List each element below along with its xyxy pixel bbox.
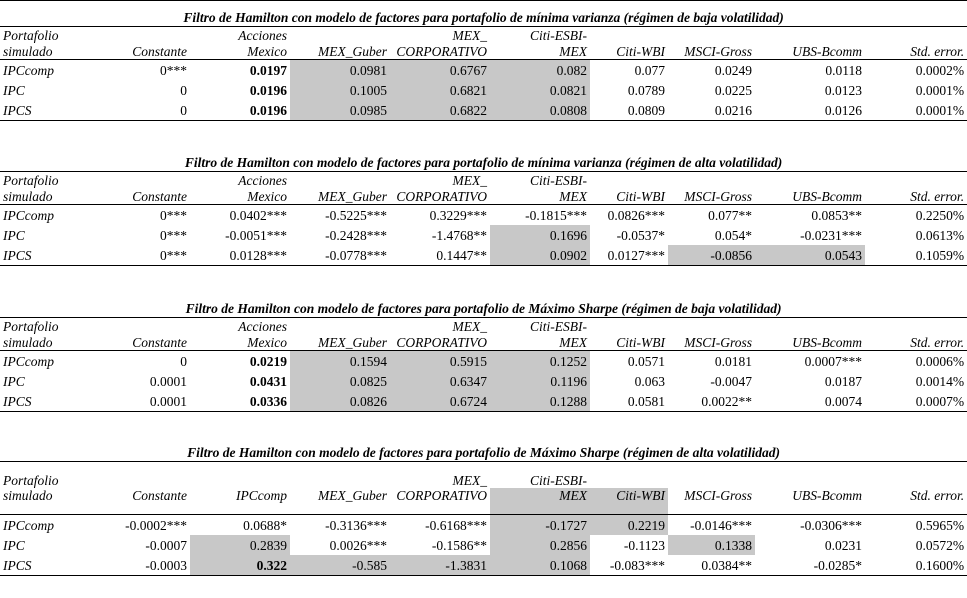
table-cell: 0.1338	[668, 535, 755, 555]
table-row	[0, 535, 967, 555]
table-cell: 0.1068	[490, 555, 590, 576]
column-header: Acciones	[238, 319, 287, 334]
table-row	[0, 351, 967, 372]
table-cell: 0.0402***	[229, 207, 287, 223]
column-header: Std. error.	[865, 334, 967, 351]
table-cell: 0.0219	[249, 353, 287, 369]
column-header	[668, 318, 755, 335]
table-cell: -0.0285*	[755, 555, 865, 576]
row-label: IPC	[3, 373, 25, 389]
table-cell: 0.0249	[714, 62, 752, 78]
table-cell: 0.0197	[249, 62, 287, 78]
column-header	[290, 27, 390, 44]
table-cell: -0.0007	[145, 537, 187, 553]
table-cell: -0.0146***	[690, 517, 752, 533]
table-cell: -0.6168***	[425, 517, 487, 533]
table-cell: 0.0985	[290, 100, 390, 121]
table-cell: 0.0225	[714, 82, 752, 98]
row-label: IPC	[3, 227, 25, 243]
table-cell: 0.0007***	[804, 353, 862, 369]
table-cell: -0.0856	[668, 245, 755, 266]
row-label: IPCS	[0, 100, 98, 121]
column-header	[668, 462, 755, 489]
table-cell: 0.0571	[627, 353, 665, 369]
column-header: CORPORATIVO	[390, 488, 490, 515]
table-cell: 0.0825	[290, 371, 390, 391]
column-header	[865, 172, 967, 189]
table-cell: 0.0014%	[915, 373, 965, 389]
column-header: Mexico	[190, 43, 290, 60]
column-header: Citi-WBI	[590, 43, 668, 60]
column-header: UBS-Bcomm	[755, 43, 865, 60]
column-header: MSCI-Gross	[668, 334, 755, 351]
column-header: MEX_Guber	[290, 488, 390, 515]
column-header: MEX_Guber	[290, 334, 390, 351]
column-header: Portafolio	[3, 173, 59, 188]
table-cell: -0.0306***	[800, 517, 862, 533]
table-cell: 0.0126	[755, 100, 865, 121]
column-header: Portafolio	[3, 319, 59, 334]
table-cell: 0.0543	[755, 245, 865, 266]
column-header: Citi-WBI	[590, 188, 668, 205]
table-cell: 0.1594	[290, 351, 390, 372]
table-cell: 0.077**	[708, 207, 752, 223]
table-cell: 0.3229***	[429, 207, 487, 223]
column-header: UBS-Bcomm	[755, 488, 865, 515]
table-cell: 0.6724	[390, 391, 490, 412]
table-cell: 0.0789	[627, 82, 665, 98]
column-header: CORPORATIVO	[390, 334, 490, 351]
column-header: CORPORATIVO	[390, 188, 490, 205]
table-cell: 0.0007%	[865, 391, 967, 412]
column-header: MEX	[490, 188, 590, 205]
table-cell: 0.1059%	[865, 245, 967, 266]
table-cell: -0.0003	[98, 555, 190, 576]
row-label: IPCcomp	[3, 207, 54, 223]
column-header: simulado	[0, 334, 98, 351]
column-header	[98, 172, 190, 189]
table-cell: 0.1196	[490, 371, 590, 391]
table-cell: 0.1600%	[865, 555, 967, 576]
column-header: MSCI-Gross	[668, 488, 755, 515]
table-cell: -0.083***	[590, 555, 668, 576]
table-row	[0, 245, 967, 266]
table-cell: 0.0181	[714, 353, 752, 369]
table-cell: 0.0006%	[915, 353, 965, 369]
table-cell: 0.0853**	[811, 207, 862, 223]
column-header: MEX	[490, 43, 590, 60]
table-cell: 0.1288	[490, 391, 590, 412]
table-cell: 0.0808	[490, 100, 590, 121]
table-cell: -0.585	[290, 555, 390, 576]
table-cell: 0.0001	[98, 391, 190, 412]
table-cell: 0.6822	[390, 100, 490, 121]
column-header: Portafolio	[3, 28, 59, 43]
column-header	[98, 318, 190, 335]
table-cell: 0.0074	[755, 391, 865, 412]
table-cell: 0***	[160, 62, 187, 78]
column-header: Mexico	[190, 334, 290, 351]
table-cell: -0.3136***	[325, 517, 387, 533]
table-cell: 0.0196	[190, 100, 290, 121]
table-cell: 0.0001%	[915, 82, 965, 98]
table-cell: 0.0336	[190, 391, 290, 412]
table-cell: -0.0537*	[616, 227, 665, 243]
table-cell: 0.0581	[590, 391, 668, 412]
row-label: IPC	[3, 537, 25, 553]
column-header: MEX_Guber	[290, 188, 390, 205]
column-header	[290, 462, 390, 489]
table-cell: 0.0821	[490, 80, 590, 100]
table-cell: -0.2428***	[325, 227, 387, 243]
row-label: IPCS	[0, 555, 98, 576]
column-header: simulado	[0, 43, 98, 60]
row-label: IPCcomp	[3, 517, 54, 533]
column-header	[290, 318, 390, 335]
table-cell: 0	[98, 100, 190, 121]
table-cell: 0.0826***	[607, 207, 665, 223]
table-cell: 0.0002%	[915, 62, 965, 78]
column-header	[98, 462, 190, 489]
table-cell: 0.0384**	[668, 555, 755, 576]
table-cell: 0.2856	[490, 535, 590, 555]
column-header	[190, 462, 290, 489]
column-header: Mexico	[190, 188, 290, 205]
table-cell: 0.0026***	[329, 537, 387, 553]
column-header: Constante	[98, 334, 190, 351]
column-header: Portafolio	[3, 473, 59, 488]
table-row	[0, 100, 967, 121]
table-cell: -1.4768**	[431, 227, 487, 243]
table-cell: -0.5225***	[325, 207, 387, 223]
table-cell: 0.0826	[290, 391, 390, 412]
column-header	[290, 172, 390, 189]
column-header: MEX_	[452, 28, 487, 43]
table-row	[0, 80, 967, 100]
table-cell: 0.0981	[290, 60, 390, 81]
column-header	[755, 172, 865, 189]
regression-table-1	[0, 8, 967, 121]
table-cell: 0.6767	[390, 60, 490, 81]
column-header: MSCI-Gross	[668, 43, 755, 60]
table-cell: -1.3831	[390, 555, 490, 576]
column-header: simulado	[0, 188, 98, 205]
regression-table-2	[0, 153, 967, 266]
column-header	[590, 172, 668, 189]
column-header: Citi-ESBI-	[530, 173, 587, 188]
column-header: Std. error.	[865, 188, 967, 205]
column-header	[865, 318, 967, 335]
table-cell: -0.0002***	[125, 517, 187, 533]
column-header: Std. error.	[865, 43, 967, 60]
table-cell: 0.0688*	[243, 517, 287, 533]
column-header	[755, 462, 865, 489]
table-cell: 0.0231	[824, 537, 862, 553]
column-header: Citi-WBI	[590, 334, 668, 351]
table-cell: -0.1586**	[431, 537, 487, 553]
table-cell: 0.0572%	[915, 537, 965, 553]
table-cell: 0.5965%	[915, 517, 965, 533]
column-header	[98, 27, 190, 44]
table-row	[0, 391, 967, 412]
table-cell: 0.0431	[249, 373, 287, 389]
table-cell: -0.1123	[623, 537, 665, 553]
table-cell: -0.1727	[490, 515, 590, 536]
column-header: MEX_Guber	[290, 43, 390, 60]
table-cell: 0.077	[634, 62, 665, 78]
table-cell: -0.0051***	[225, 227, 287, 243]
row-label: IPCcomp	[3, 62, 54, 78]
table-cell: 0.6347	[390, 371, 490, 391]
table-cell: 0.5915	[390, 351, 490, 372]
row-label: IPCS	[0, 391, 98, 412]
table-row	[0, 205, 967, 226]
table-cell: 0.0128***	[190, 245, 290, 266]
column-header	[668, 172, 755, 189]
table-cell: 0.0809	[590, 100, 668, 121]
table-cell: 0.2839	[190, 535, 290, 555]
column-header: simulado	[0, 488, 98, 515]
column-header: Citi-ESBI-	[530, 319, 587, 334]
table-cell: 0.0216	[668, 100, 755, 121]
table-cell: 0.0022**	[668, 391, 755, 412]
column-header: MEX_	[452, 473, 487, 488]
table-cell: 0.054*	[714, 227, 752, 243]
column-header: CORPORATIVO	[390, 43, 490, 60]
column-header: Acciones	[238, 28, 287, 43]
column-header	[590, 318, 668, 335]
table-title: Filtro de Hamilton con modelo de factores para portafolio de Máximo Sharpe (régimen de baja volatilidad)	[0, 299, 967, 318]
table-cell: 0.322	[190, 555, 290, 576]
table-cell: 0***	[98, 245, 190, 266]
column-header	[865, 462, 967, 489]
table-title: Filtro de Hamilton con modelo de factores para portafolio de mínima varianza (régimen de alta volatilidad)	[0, 153, 967, 172]
table-row	[0, 555, 967, 576]
table-row	[0, 225, 967, 245]
table-cell: 0.0118	[825, 62, 862, 78]
column-header: UBS-Bcomm	[755, 188, 865, 205]
table-cell: -0.0778***	[290, 245, 390, 266]
column-header: MEX	[490, 334, 590, 351]
regression-table-4	[0, 443, 967, 576]
table-row	[0, 60, 967, 81]
column-header	[590, 462, 668, 489]
column-header: Constante	[98, 488, 190, 515]
row-label: IPCcomp	[3, 353, 54, 369]
column-header: Citi-ESBI-	[530, 28, 587, 43]
column-header: MSCI-Gross	[668, 188, 755, 205]
column-header	[755, 27, 865, 44]
table-cell: -0.0047	[710, 373, 752, 389]
table-cell: 0.082	[490, 60, 590, 81]
column-header: Citi-ESBI-	[530, 473, 587, 488]
table-cell: 0.063	[634, 373, 665, 389]
column-header: Citi-WBI	[590, 488, 668, 515]
column-header: Constante	[98, 188, 190, 205]
row-label: IPCS	[0, 245, 98, 266]
table-cell: 0.1005	[290, 80, 390, 100]
table-cell: 0.1447**	[390, 245, 490, 266]
table-cell: 0.1696	[490, 225, 590, 245]
table-cell: 0.0902	[490, 245, 590, 266]
table-cell: 0.0196	[249, 82, 287, 98]
table-cell: 0.0613%	[915, 227, 965, 243]
top-rule	[0, 0, 967, 5]
column-header: Acciones	[238, 173, 287, 188]
table-cell: 0	[180, 353, 187, 369]
table-cell: 0.0001	[149, 373, 187, 389]
column-header: MEX_	[452, 319, 487, 334]
regression-table-3	[0, 299, 967, 412]
table-cell: 0.2250%	[915, 207, 965, 223]
table-cell: 0***	[160, 227, 187, 243]
column-header: Constante	[98, 43, 190, 60]
table-title: Filtro de Hamilton con modelo de factores para portafolio de mínima varianza (régimen de baja volatilidad)	[0, 8, 967, 27]
table-title: Filtro de Hamilton con modelo de factores para portafolio de Máximo Sharpe (régimen de alta volatilidad)	[0, 443, 967, 462]
column-header: MEX_	[452, 173, 487, 188]
table-cell: 0.1252	[490, 351, 590, 372]
table-cell: 0.0187	[824, 373, 862, 389]
table-cell: 0***	[160, 207, 187, 223]
column-header	[865, 27, 967, 44]
column-header: IPCcomp	[190, 488, 290, 515]
table-row	[0, 371, 967, 391]
row-label: IPC	[3, 82, 25, 98]
column-header	[668, 27, 755, 44]
table-cell: 0.0001%	[865, 100, 967, 121]
table-cell: 0.0123	[824, 82, 862, 98]
table-cell: 0.0127***	[590, 245, 668, 266]
column-header: UBS-Bcomm	[755, 334, 865, 351]
table-row	[0, 515, 967, 536]
column-header: Std. error.	[865, 488, 967, 515]
table-cell: -0.0231***	[800, 227, 862, 243]
column-header	[590, 27, 668, 44]
table-cell: 0.6821	[390, 80, 490, 100]
column-header	[755, 318, 865, 335]
table-cell: 0	[180, 82, 187, 98]
table-cell: 0.2219	[590, 515, 668, 536]
table-cell: -0.1815***	[525, 207, 587, 223]
column-header: MEX	[490, 488, 590, 515]
